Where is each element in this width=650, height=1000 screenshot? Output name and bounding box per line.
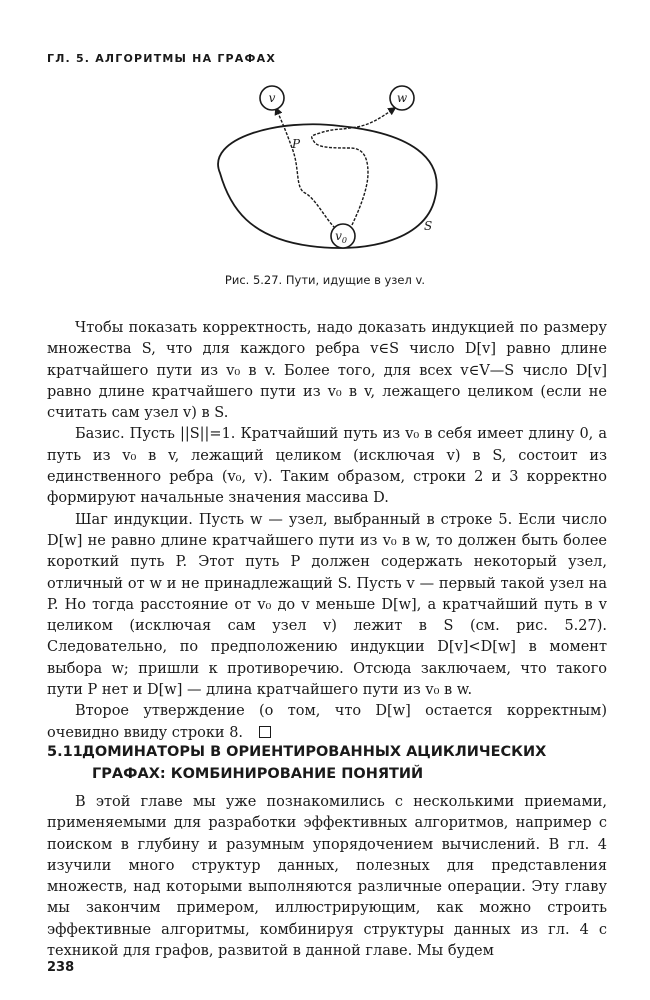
proof-text [47, 318, 607, 744]
paragraph-induction-step: Шаг индукции. Пусть w — узел, выбранный в строке 5. Если число D[w] не равно длине кратчайшего пути из v₀ в w, то должен быть более короткий путь P. Этот путь P должен содержать некоторый узел, отличный от w и не принадлежащий S. Пусть v — первый такой узел на P. Но тогда расстояние от v₀ до v меньше D[w], а кратчайший путь в v целиком (исключая сам узел v) лежит в S (см. рис. 5.27). Следовательно, по предположению индукции D[v]<D[w] в момент выбора w; пришли к противоречию. Отсюда заключаем, что такого пути P нет и D[w] — длина кратчайшего пути из v₀ в w. [47, 511, 607, 699]
paragraph-second-claim: Второе утверждение (о том, что D[w] остается корректным) очевидно ввиду строки 8. [47, 703, 607, 741]
section-number: 5.11. [47, 744, 89, 760]
set-s-region [218, 124, 437, 248]
paragraph-basis: Базис. Пусть ||S||=1. Кратчайший путь из v₀ в себя имеет длину 0, а путь из v₀ в v, лежащий целиком (исключая v) в S, состоит из единственного ребра (v₀, v). Таким образом, строки 2 и 3 корректно формируют начальные значения массива D. [47, 426, 607, 507]
section-intro-text [47, 792, 607, 962]
section-title-line2: ГРАФАХ: КОМБИНИРОВАНИЕ ПОНЯТИЙ [92, 766, 424, 782]
figure-caption: Рис. 5.27. Пути, идущие в узел v. [224, 273, 426, 287]
figure-paths-to-v [200, 78, 460, 268]
paragraph: В этой главе мы уже познакомились с несколькими приемами, применяемыми для разработки эффективных алгоритмов, например с поиском в глубину и разумным упорядочением вычислений. В гл. 4 изучили много структур данных, полезных для представления множеств, над которыми выполняются различные операции. Эту главу мы закончим примером, иллюстрирующим, как можно строить эффективные алгоритмы, комбинируя структуры данных из гл. 4 с техникой для графов, развитой в данной главе. Мы будем [47, 794, 607, 960]
node-v0-subscript: 0 [341, 236, 347, 245]
running-header: ГЛ. 5. АЛГОРИТМЫ НА ГРАФАХ [47, 52, 277, 65]
set-label-s: S [424, 219, 433, 233]
page-number: 238 [47, 960, 75, 975]
node-w-label: w [396, 91, 408, 105]
section-heading [47, 741, 612, 785]
node-v0-label: v [335, 229, 342, 243]
section-title-line1: ДОМИНАТОРЫ В ОРИЕНТИРОВАННЫХ АЦИКЛИЧЕСКИХ [82, 744, 547, 760]
qed-mark [259, 726, 271, 738]
paragraph: Чтобы показать корректность, надо доказать индукцией по размеру множества S, что для каждого ребра v∈S число D[v] равно длине кратчайшего пути из v₀ в v. Более того, для всех v∈V—S число D[v] равно длине кратчайшего пути из v₀ в v, лежащего целиком (если не считать сам узел v) в S. [47, 320, 607, 422]
node-v-label: v [268, 91, 276, 105]
path-label-p: P [292, 137, 301, 151]
path-to-w [312, 108, 395, 225]
